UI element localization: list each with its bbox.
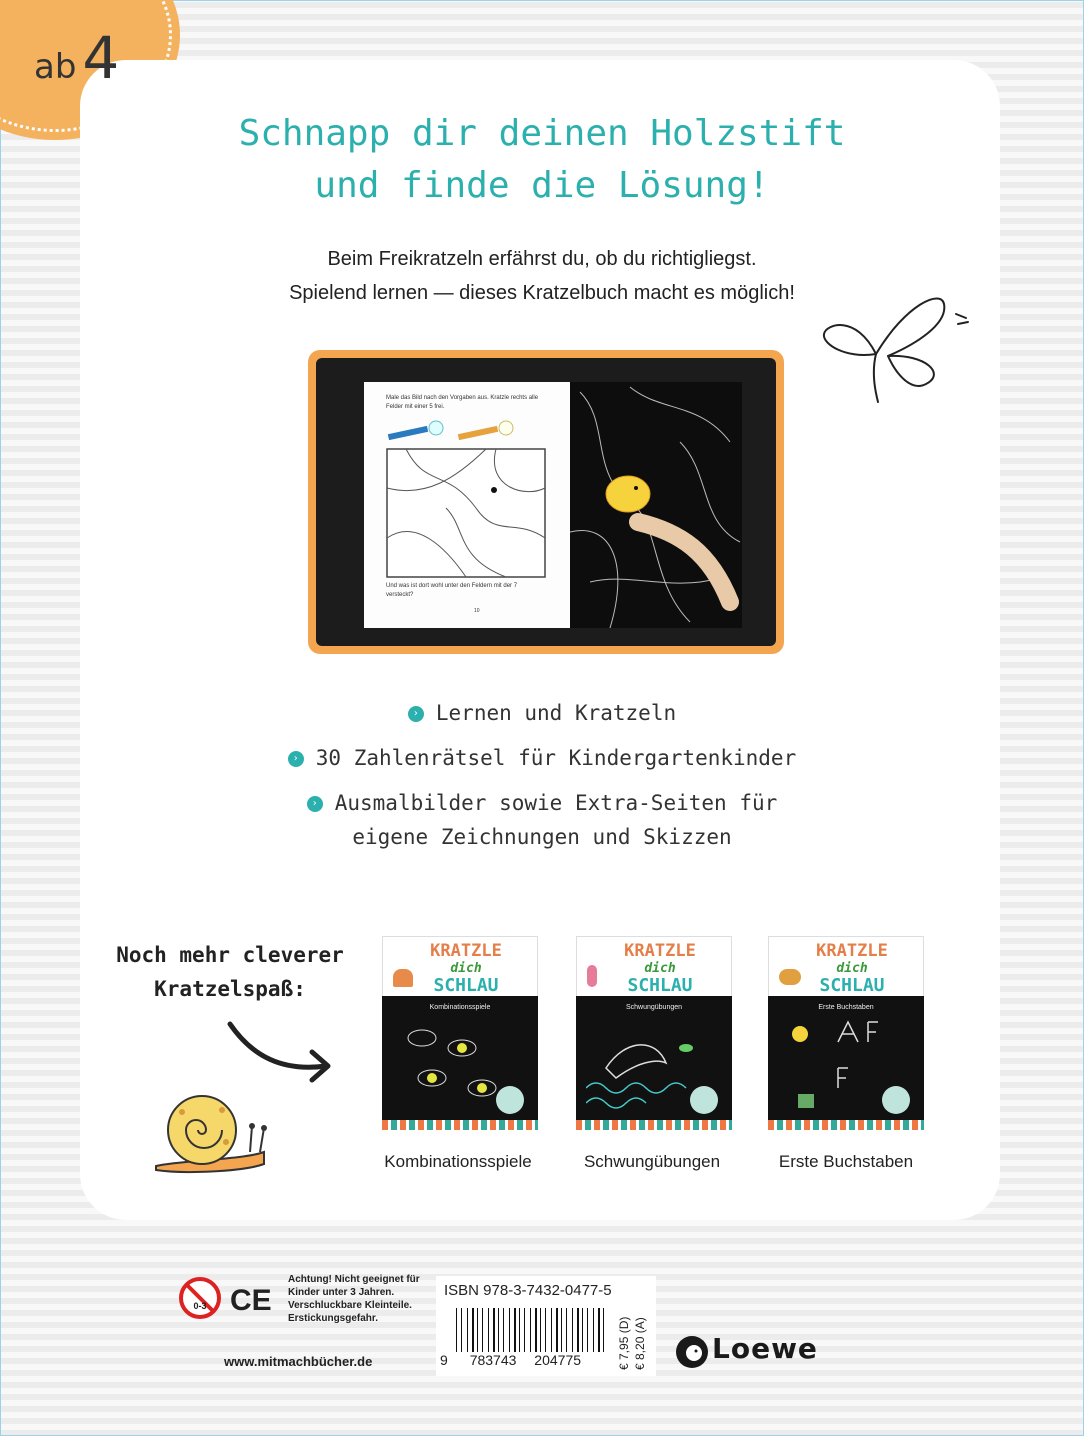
barcode-digit-lead: 9 xyxy=(440,1352,448,1368)
book-cover-kombinationsspiele[interactable] xyxy=(382,936,538,1140)
website-link[interactable]: www.mitmachbücher.de xyxy=(224,1354,373,1369)
cover-header xyxy=(382,936,538,996)
age-icon-text: 0-3 xyxy=(193,1301,207,1311)
flamingo-icon xyxy=(587,965,597,987)
price-labels xyxy=(616,1290,656,1370)
dog-icon xyxy=(779,969,801,985)
barcode-bar xyxy=(514,1308,516,1352)
arrow-icon xyxy=(222,1016,338,1088)
book-cover-erste-buchstaben[interactable] xyxy=(768,936,924,1140)
barcode-bar xyxy=(593,1308,594,1352)
barcode-bar xyxy=(482,1308,483,1352)
barcode-bar xyxy=(551,1308,552,1352)
feature-item xyxy=(0,786,1084,820)
cover-scratch-art xyxy=(392,1018,528,1118)
cover-header xyxy=(576,936,732,996)
age-prefix: ab xyxy=(34,47,77,87)
barcode-bar xyxy=(488,1308,489,1352)
feature-text: 30 Zahlenrätsel für Kindergartenkinder xyxy=(315,746,797,770)
feature-text-line-2: eigene Zeichnungen und Skizzen xyxy=(352,825,732,849)
series-brand: KRATZLE dich SCHLAU xyxy=(816,941,888,996)
barcode-bar xyxy=(561,1308,562,1352)
barcode-bar xyxy=(467,1308,468,1352)
cover-artwork xyxy=(576,996,732,1130)
price-de: € 7,95 (D) xyxy=(617,1316,631,1370)
cover-artwork xyxy=(768,996,924,1130)
cover-subtitle: Erste Buchstaben xyxy=(818,1004,874,1011)
barcode-bar xyxy=(572,1308,573,1352)
barcode-bar xyxy=(461,1308,462,1352)
chevron-right-icon: › xyxy=(288,751,304,767)
puzzle-grid xyxy=(386,448,546,578)
butterfly-icon xyxy=(816,284,976,414)
age-number: 4 xyxy=(82,24,120,92)
series-brand: KRATZLE dich SCHLAU xyxy=(624,941,696,996)
barcode-bar xyxy=(540,1308,541,1352)
barcode-bar xyxy=(566,1308,567,1352)
feature-item xyxy=(0,741,1084,775)
cat-icon xyxy=(393,969,413,987)
barcode-bar xyxy=(498,1308,499,1352)
cover-stripe xyxy=(382,1120,538,1130)
barcode-bar xyxy=(603,1308,604,1352)
book-right-page xyxy=(570,382,742,628)
crayon-icons xyxy=(384,416,544,446)
barcode-bar xyxy=(503,1308,504,1352)
cover-subtitle: Schwungübungen xyxy=(625,1004,683,1011)
barcode-digits-group-1: 783743 xyxy=(469,1352,517,1368)
feature-text: Ausmalbilder sowie Extra-Seiten für xyxy=(334,791,778,815)
barcode-bar xyxy=(530,1308,531,1352)
more-line-2: Kratzelspaß: xyxy=(154,977,306,1001)
isbn-text: ISBN 978-3-7432-0477-5 xyxy=(444,1282,612,1299)
safety-warning: Achtung! Nicht geeignet für Kinder unter 3 Jahren. Verschluckbare Kleinteile. Erstickungsgefahr. xyxy=(288,1274,420,1324)
series-brand: KRATZLE dich SCHLAU xyxy=(430,941,502,996)
cover-scratch-art xyxy=(586,1018,722,1118)
barcode-bar xyxy=(524,1308,525,1352)
book-left-page xyxy=(364,382,570,628)
cover-subtitle: Kombinationsspiele xyxy=(429,1004,491,1011)
barcode-bar xyxy=(587,1308,588,1352)
intro-line-1: Beim Freikratzeln erfährst du, ob du richtigliegst. xyxy=(327,248,757,270)
barcode-bar xyxy=(577,1308,579,1352)
chevron-right-icon: › xyxy=(408,706,424,722)
cover-scratch-art xyxy=(778,1018,914,1118)
snail-icon xyxy=(152,1086,272,1174)
book-cover-schwunguebungen[interactable] xyxy=(576,936,732,1140)
age-label xyxy=(34,24,119,92)
headline xyxy=(0,108,1084,212)
cover-stripe xyxy=(576,1120,732,1130)
barcode-bar xyxy=(535,1308,537,1352)
barcode-bar xyxy=(556,1308,558,1352)
barcode-digits-group-2: 204775 xyxy=(534,1352,582,1368)
age-warning-icon xyxy=(178,1276,222,1320)
page-instructions: Male das Bild nach den Vorgaben aus. Kratzle rechts alle Felder mit einer 5 frei. xyxy=(386,395,539,410)
barcode-bar xyxy=(509,1308,510,1352)
barcode-bar xyxy=(545,1308,546,1352)
barcode-bar xyxy=(598,1308,600,1352)
more-books-heading xyxy=(110,938,350,1006)
cover-label: Schwungübungen xyxy=(583,1152,721,1171)
feature-item-continued xyxy=(0,820,1084,854)
barcode-digits xyxy=(440,1352,612,1368)
more-line-1: Noch mehr cleverer xyxy=(116,943,344,967)
page-question: Und was ist dort wohl unter den Feldern mit der 7 versteckt? xyxy=(386,583,518,598)
lion-icon xyxy=(674,1334,710,1370)
ce-mark: CE xyxy=(230,1284,272,1317)
price-at: € 8,20 (A) xyxy=(633,1317,647,1370)
feature-item xyxy=(0,696,1084,730)
page-number: 10 xyxy=(474,608,480,614)
barcode-bar xyxy=(477,1308,478,1352)
headline-line-1: Schnapp dir deinen Holzstift xyxy=(238,113,846,154)
cover-artwork xyxy=(382,996,538,1130)
cover-header xyxy=(768,936,924,996)
publisher-logo xyxy=(674,1332,824,1376)
feature-text: Lernen und Kratzeln xyxy=(435,701,677,725)
barcode-bar xyxy=(456,1308,457,1352)
cover-label: Erste Buchstaben xyxy=(778,1152,914,1171)
book-preview-photo xyxy=(308,350,784,654)
headline-line-2: und finde die Lösung! xyxy=(314,165,770,206)
cover-stripe xyxy=(768,1120,924,1130)
publisher-name: Loewe xyxy=(712,1332,818,1365)
barcode-bar xyxy=(582,1308,583,1352)
barcode-bars xyxy=(456,1308,606,1352)
book-spread xyxy=(316,358,776,646)
intro-line-2: Spielend lernen — dieses Kratzelbuch macht es möglich! xyxy=(289,282,795,304)
barcode-bar xyxy=(472,1308,474,1352)
chevron-right-icon: › xyxy=(307,796,323,812)
barcode-bar xyxy=(493,1308,495,1352)
barcode-bar xyxy=(519,1308,520,1352)
cover-label: Kombinationsspiele xyxy=(384,1152,532,1171)
scratch-pattern xyxy=(570,382,742,628)
